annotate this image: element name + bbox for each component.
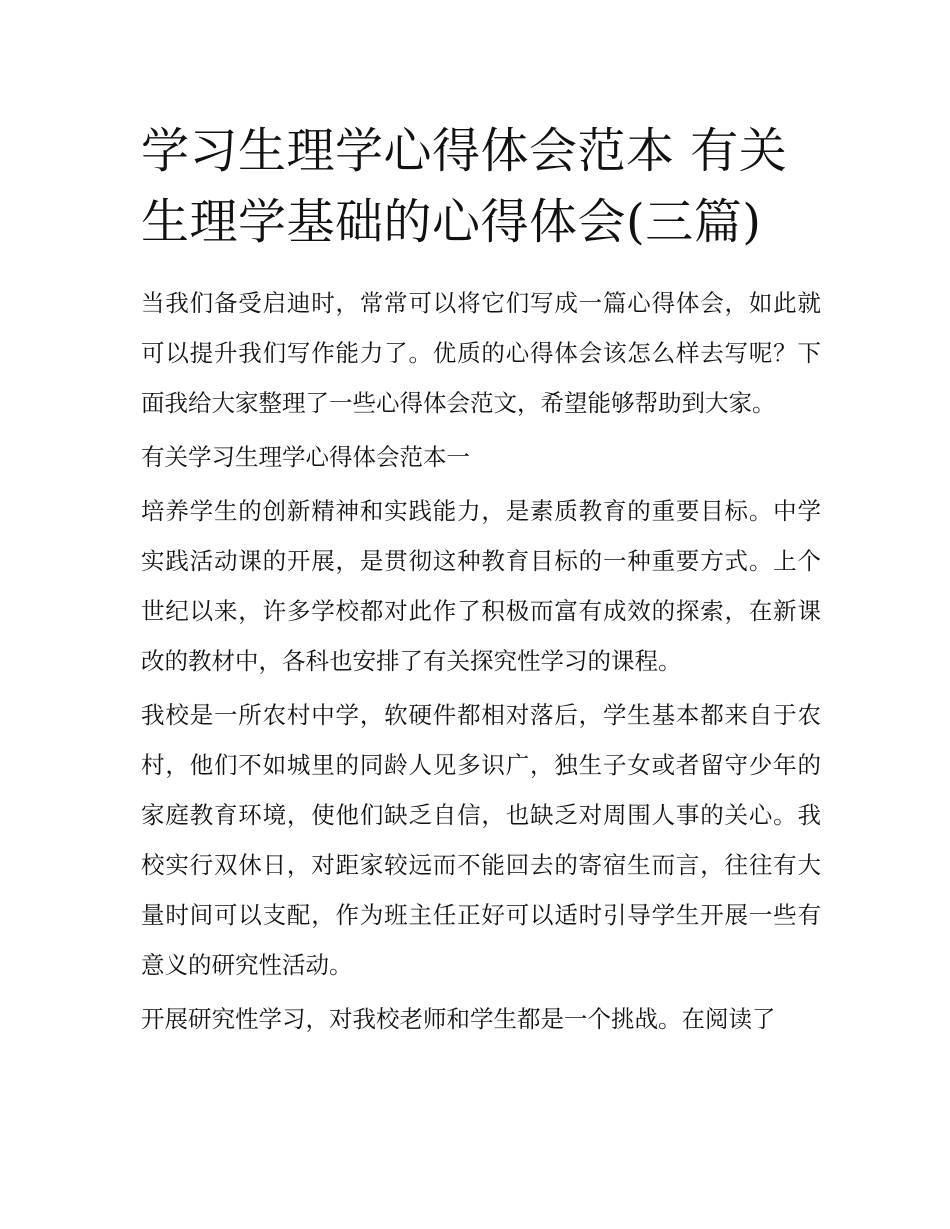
body-paragraph-2: 我校是一所农村中学，软硬件都相对落后，学生基本都来自于农村，他们不如城里的同龄人见多识广，独生子女或者留守少年的家庭教育环境，使他们缺乏自信，也缺乏对周围人事的关心。我校实行双休日，对距家较远而不能回去的寄宿生而言，往往有大量时间可以支配，作为班主任正好可以适时引导学生开展一些有意义的研究性活动。 [141, 701, 821, 979]
section-heading: 有关学习生理学心得体会范本一 [141, 443, 470, 471]
intro-paragraph: 当我们备受启迪时，常常可以将它们写成一篇心得体会，如此就可以提升我们写作能力了。优质的心得体会该怎么样去写呢？下面我给大家整理了一些心得体会范文，希望能够帮助到大家。 [141, 289, 821, 417]
body-paragraph-3: 开展研究性学习，对我校老师和学生都是一个挑战。在阅读了 [141, 1005, 776, 1033]
document-body [141, 278, 821, 1048]
body-paragraph-1: 培养学生的创新精神和实践能力，是素质教育的重要目标。中学实践活动课的开展，是贯彻这种教育目标的一种重要方式。上个世纪以来，许多学校都对此作了积极而富有成效的探索，在新课改的教材中，各科也安排了有关探究性学习的课程。 [141, 497, 821, 675]
document-title: 学习生理学心得体会范本 有关生理学基础的心得体会(三篇) [141, 123, 788, 250]
